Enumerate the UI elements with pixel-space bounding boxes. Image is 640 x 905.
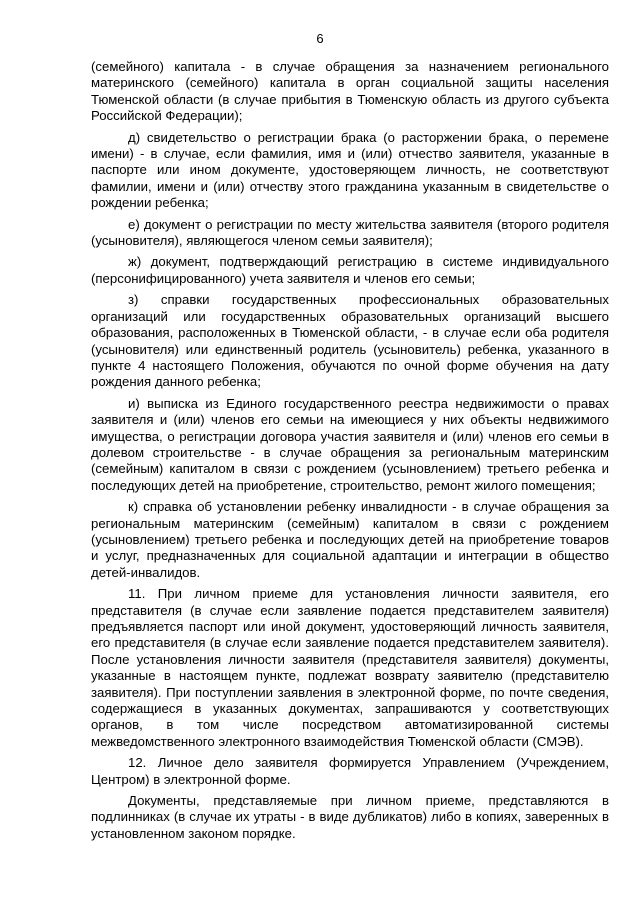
- paragraph-item-z: з) справки государственных профессиональных образовательных организаций или государственных образовательных организаций высшего образования, расположенных в Тюменской области, - в случае если оба родителя (усыновителя) или единственный родитель (усыновитель) ребенка, указанного в пункте 4 настоящего Положения, обучаются по очной форме обучения на дату рождения данного ребенка;: [91, 292, 609, 390]
- document-body: [91, 59, 609, 847]
- paragraph-item-zh: ж) документ, подтверждающий регистрацию в системе индивидуального (персонифицированного) учета заявителя и членов его семьи;: [91, 254, 609, 286]
- page-number: 6: [316, 31, 324, 46]
- paragraph-item-e: е) документ о регистрации по месту жительства заявителя (второго родителя (усыновителя), являющегося членом семьи заявителя);: [91, 216, 609, 249]
- paragraph-clause-12: 12. Личное дело заявителя формируется Управлением (Учреждением, Центром) в электронной форме.: [91, 755, 609, 787]
- paragraph-continuation: (семейного) капитала - в случае обращения за назначением регионального материнского (семейного) капитала в орган социальной защиты населения Тюменской области (в случае прибытия в Тюменскую область из другого субъекта Российской Федерации);: [91, 59, 609, 124]
- paragraph-item-d: д) свидетельство о регистрации брака (о расторжении брака, о перемене имени) - в случае, если фамилия, имя и (или) отчество заявителя, указанные в паспорте или ином документе, удостоверяющем личность, не соответствуют фамилии, имени и (или) отчеству этого гражданина указанным в свидетельстве о рождении ребенка;: [91, 129, 609, 211]
- paragraph-item-i: и) выписка из Единого государственного реестра недвижимости о правах заявителя и (или) членов его семьи на имеющиеся у них объекты недвижимого имущества, о регистрации договора участия заявителя и (или) членов его семьи в долевом строительстве - в случае обращения за региональным материнским (семейным) капиталом в связи с рождением (усыновлением) третьего ребенка и последующих детей на приобретение, строительство, ремонт жилого помещения;: [91, 395, 609, 493]
- paragraph-documents: Документы, представляемые при личном приеме, представляются в подлинниках (в случае их утраты - в виде дубликатов) либо в копиях, заверенных в установленном законом порядке.: [91, 793, 609, 841]
- paragraph-clause-11: 11. При личном приеме для установления личности заявителя, его представителя (в случае если заявление подается представителем заявителя) предъявляется паспорт или иной документ, удостоверяющий личность заявителя, его представителя (в случае если заявление подается представителем заявителя). После установления личности заявителя (представителя заявителя) документы, указанные в настоящем пункте, подлежат возврату заявителю (представителю заявителя). При поступлении заявления в электронной форме, по почте сведения, содержащиеся в указанных документах, запрашиваются у соответствующих органов, в том числе посредством автоматизированной системы межведомственного электронного взаимодействия Тюменской области (СМЭВ).: [91, 586, 609, 749]
- paragraph-item-k: к) справка об установлении ребенку инвалидности - в случае обращения за региональным материнским (семейным) капиталом в связи с рождением (усыновлением) третьего ребенка и последующих детей на приобретение товаров и услуг, предназначенных для социальной адаптации и интеграции в общество детей-инвалидов.: [91, 499, 609, 580]
